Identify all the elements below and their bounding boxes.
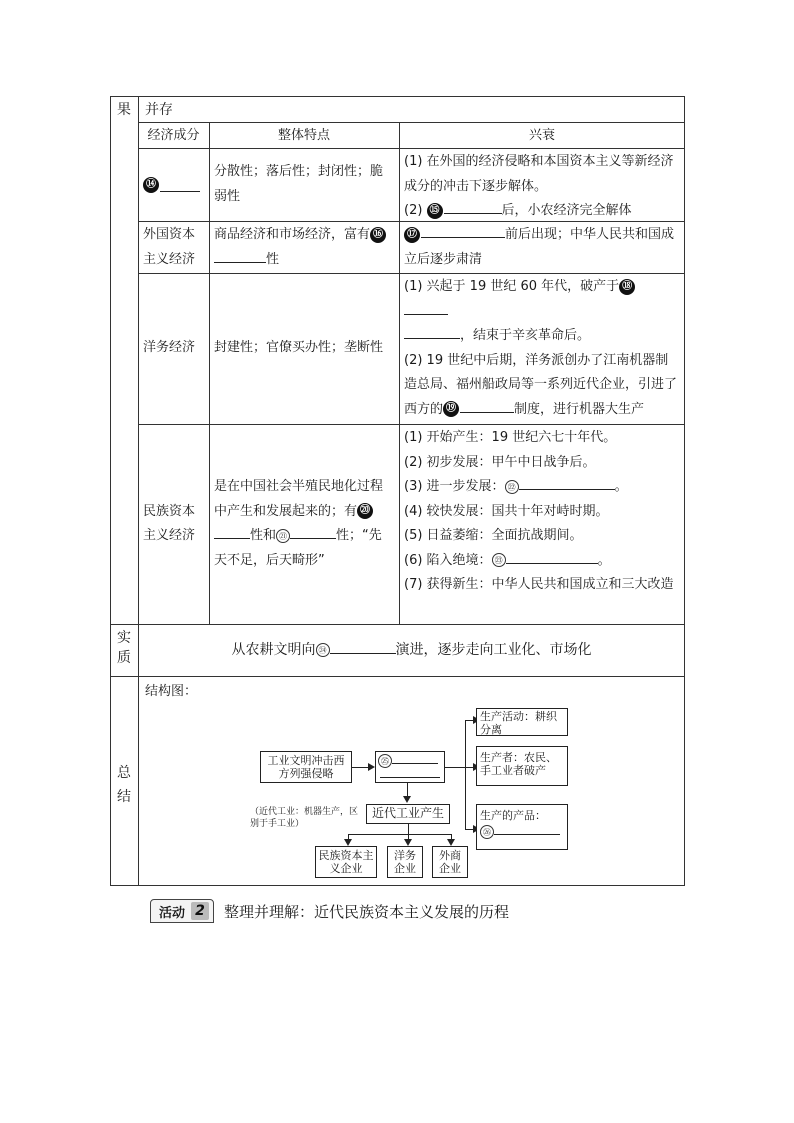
answer-blank[interactable] (519, 475, 615, 490)
trait-westernization: 封建性；官僚买办性；垄断性 (214, 340, 384, 356)
row-label-summary: 总 结 (117, 765, 131, 805)
rise-westernization (399, 273, 685, 424)
header-traits: 整体特点 (277, 128, 330, 143)
table-border-bottom (110, 885, 685, 886)
rise-prefix: (2) (404, 203, 427, 218)
stage-text: (3) 进一步发展： (404, 479, 505, 494)
stage-4: (4) 较快发展：国共十年对峙时期。 (404, 503, 609, 519)
activity-title: 整理并理解：近代民族资本主义发展的历程 (224, 902, 510, 921)
effect-products-label: 生产的产品： (480, 809, 546, 822)
marker-23: ㉓ (492, 553, 506, 567)
trait-foreign-capitalism (209, 221, 399, 274)
marker-26: ㉖ (480, 825, 494, 839)
answer-blank[interactable] (506, 549, 598, 564)
marker-21: ㉑ (276, 529, 290, 543)
stage-7: (7) 获得新生：中华人民共和国成立和三大改造 (404, 577, 674, 592)
rise-text: 前后出现；中华人民共和国成立后逐步肃清 (404, 227, 675, 267)
arrow-line (407, 783, 408, 797)
trait-text: 性和 (250, 528, 277, 543)
row-line (110, 624, 685, 625)
rise-suffix: 后，小农经济完全解体 (501, 203, 632, 218)
type-foreign-enterprise: 外商企业 (432, 846, 468, 878)
stage-6 (404, 549, 680, 574)
marker-19: ⑲ (443, 401, 459, 417)
arrow-head (344, 839, 352, 846)
header-component: 经济成分 (147, 128, 200, 143)
marker-17: ⑰ (404, 227, 420, 243)
rise-text: ，结束于辛亥革命后。 (460, 328, 591, 343)
rise-line-2 (404, 199, 680, 224)
arrow-head (404, 839, 412, 846)
answer-blank[interactable] (404, 300, 448, 315)
component-foreign-capitalism: 外国资本主义经济 (143, 227, 196, 267)
stage-3 (404, 475, 680, 500)
answer-blank[interactable] (392, 754, 438, 764)
stage-text: 。 (597, 552, 611, 568)
arrow-head (447, 839, 455, 846)
component-blank-14[interactable] (138, 148, 209, 221)
rise-text: (1) 兴起于 19 世纪 60 年代，破产于 (404, 279, 620, 294)
coexist-text: 并存 (145, 102, 173, 118)
marker-15: ⑮ (427, 203, 443, 219)
answer-blank[interactable] (421, 223, 505, 238)
diagram-source: 工业文明冲击西方列强侵略 (260, 751, 352, 783)
activity-tag-label: 活动 (159, 905, 186, 921)
stages-national-capitalism (399, 424, 685, 600)
arrow-line (348, 834, 452, 835)
row-label-result: 果 (117, 102, 131, 118)
answer-blank[interactable] (460, 398, 514, 413)
stage-text: (6) 陷入绝境： (404, 552, 492, 568)
activity-number: 2 (191, 902, 209, 920)
rise-text: (2) 19 世纪中后期，洋务派创办了江南机器制造总局、福州船政局等一系列近代企业，引进了西方的 (404, 352, 678, 417)
rise-text: 制度，进行机器大生产 (514, 401, 645, 417)
answer-blank[interactable] (444, 199, 502, 214)
modern-industry-box: 近代工业产生 (366, 804, 450, 824)
trait-text: 商品经济和市场经济，富有 (214, 227, 371, 242)
effect-producers: 生产者：农民、手工业者破产 (476, 746, 568, 786)
marker-16: ⑯ (370, 227, 386, 243)
trait-text: 性；“先天不足，后天畸形” (214, 528, 382, 568)
stage-text: 。 (614, 479, 628, 494)
arrow-line (408, 824, 409, 834)
trait-suffix: 性 (266, 251, 280, 267)
arrow-line (465, 720, 466, 830)
answer-blank[interactable] (494, 826, 560, 835)
answer-blank[interactable] (290, 524, 336, 539)
answer-blank[interactable] (214, 524, 250, 539)
activity-header (150, 898, 509, 924)
essence-text (138, 636, 685, 665)
trait-national-capitalism (209, 424, 399, 624)
diagram-center-box (375, 751, 445, 783)
stage-1: (1) 开始产生：19 世纪六七十年代。 (404, 430, 617, 445)
trait-text: 是在中国社会半殖民地化过程中产生和发展起来的；有 (214, 479, 384, 519)
type-national-enterprise: 民族资本主义企业 (315, 846, 377, 878)
answer-blank[interactable] (380, 769, 440, 778)
arrow-head (403, 796, 411, 803)
arrow-head (368, 763, 375, 771)
answer-blank[interactable] (330, 639, 396, 654)
rise-point-2 (404, 349, 680, 423)
answer-blank[interactable] (214, 248, 266, 263)
essence-prefix: 从农耕文明向 (231, 642, 316, 658)
marker-14: ⑭ (143, 177, 159, 193)
rise-foreign-capitalism (399, 221, 685, 274)
rise-line-1: (1) 在外国的经济侵略和本国资本主义等新经济成分的冲击下逐步解体。 (404, 154, 674, 194)
effect-production: 生产活动：耕织分离 (476, 708, 568, 736)
structure-caption: 结构图： (145, 684, 198, 699)
arrow-line (445, 767, 466, 768)
stage-5: (5) 日益萎缩：全面抗战期间。 (404, 528, 583, 543)
marker-25: ㉕ (378, 754, 392, 768)
marker-18: ⑱ (619, 279, 635, 295)
industry-note: （近代工业：机器生产，区别于手工业） (250, 807, 359, 829)
outline-table (110, 96, 685, 886)
header-rise-fall: 兴衰 (528, 128, 555, 143)
answer-blank[interactable] (404, 324, 460, 339)
marker-24: ㉔ (316, 643, 330, 657)
marker-20: ⑳ (357, 503, 373, 519)
answer-blank[interactable] (160, 177, 200, 192)
stage-2: (2) 初步发展：甲午中日战争后。 (404, 454, 596, 470)
rise-small-peasant (399, 148, 685, 226)
component-national-capitalism: 民族资本主义经济 (143, 503, 196, 543)
rise-point-1 (404, 275, 680, 349)
trait-small-peasant: 分散性；落后性；封闭性；脆弱性 (214, 164, 384, 204)
row-label-essence: 实 质 (117, 630, 131, 666)
component-westernization: 洋务经济 (143, 340, 196, 356)
row-line (110, 676, 685, 677)
arrow-line (352, 767, 369, 768)
type-westernization-enterprise: 洋务企业 (387, 846, 423, 878)
effect-products (476, 804, 568, 850)
essence-suffix: 演进，逐步走向工业化、市场化 (395, 642, 592, 658)
activity-tag (150, 899, 214, 923)
marker-22: ㉒ (505, 480, 519, 494)
